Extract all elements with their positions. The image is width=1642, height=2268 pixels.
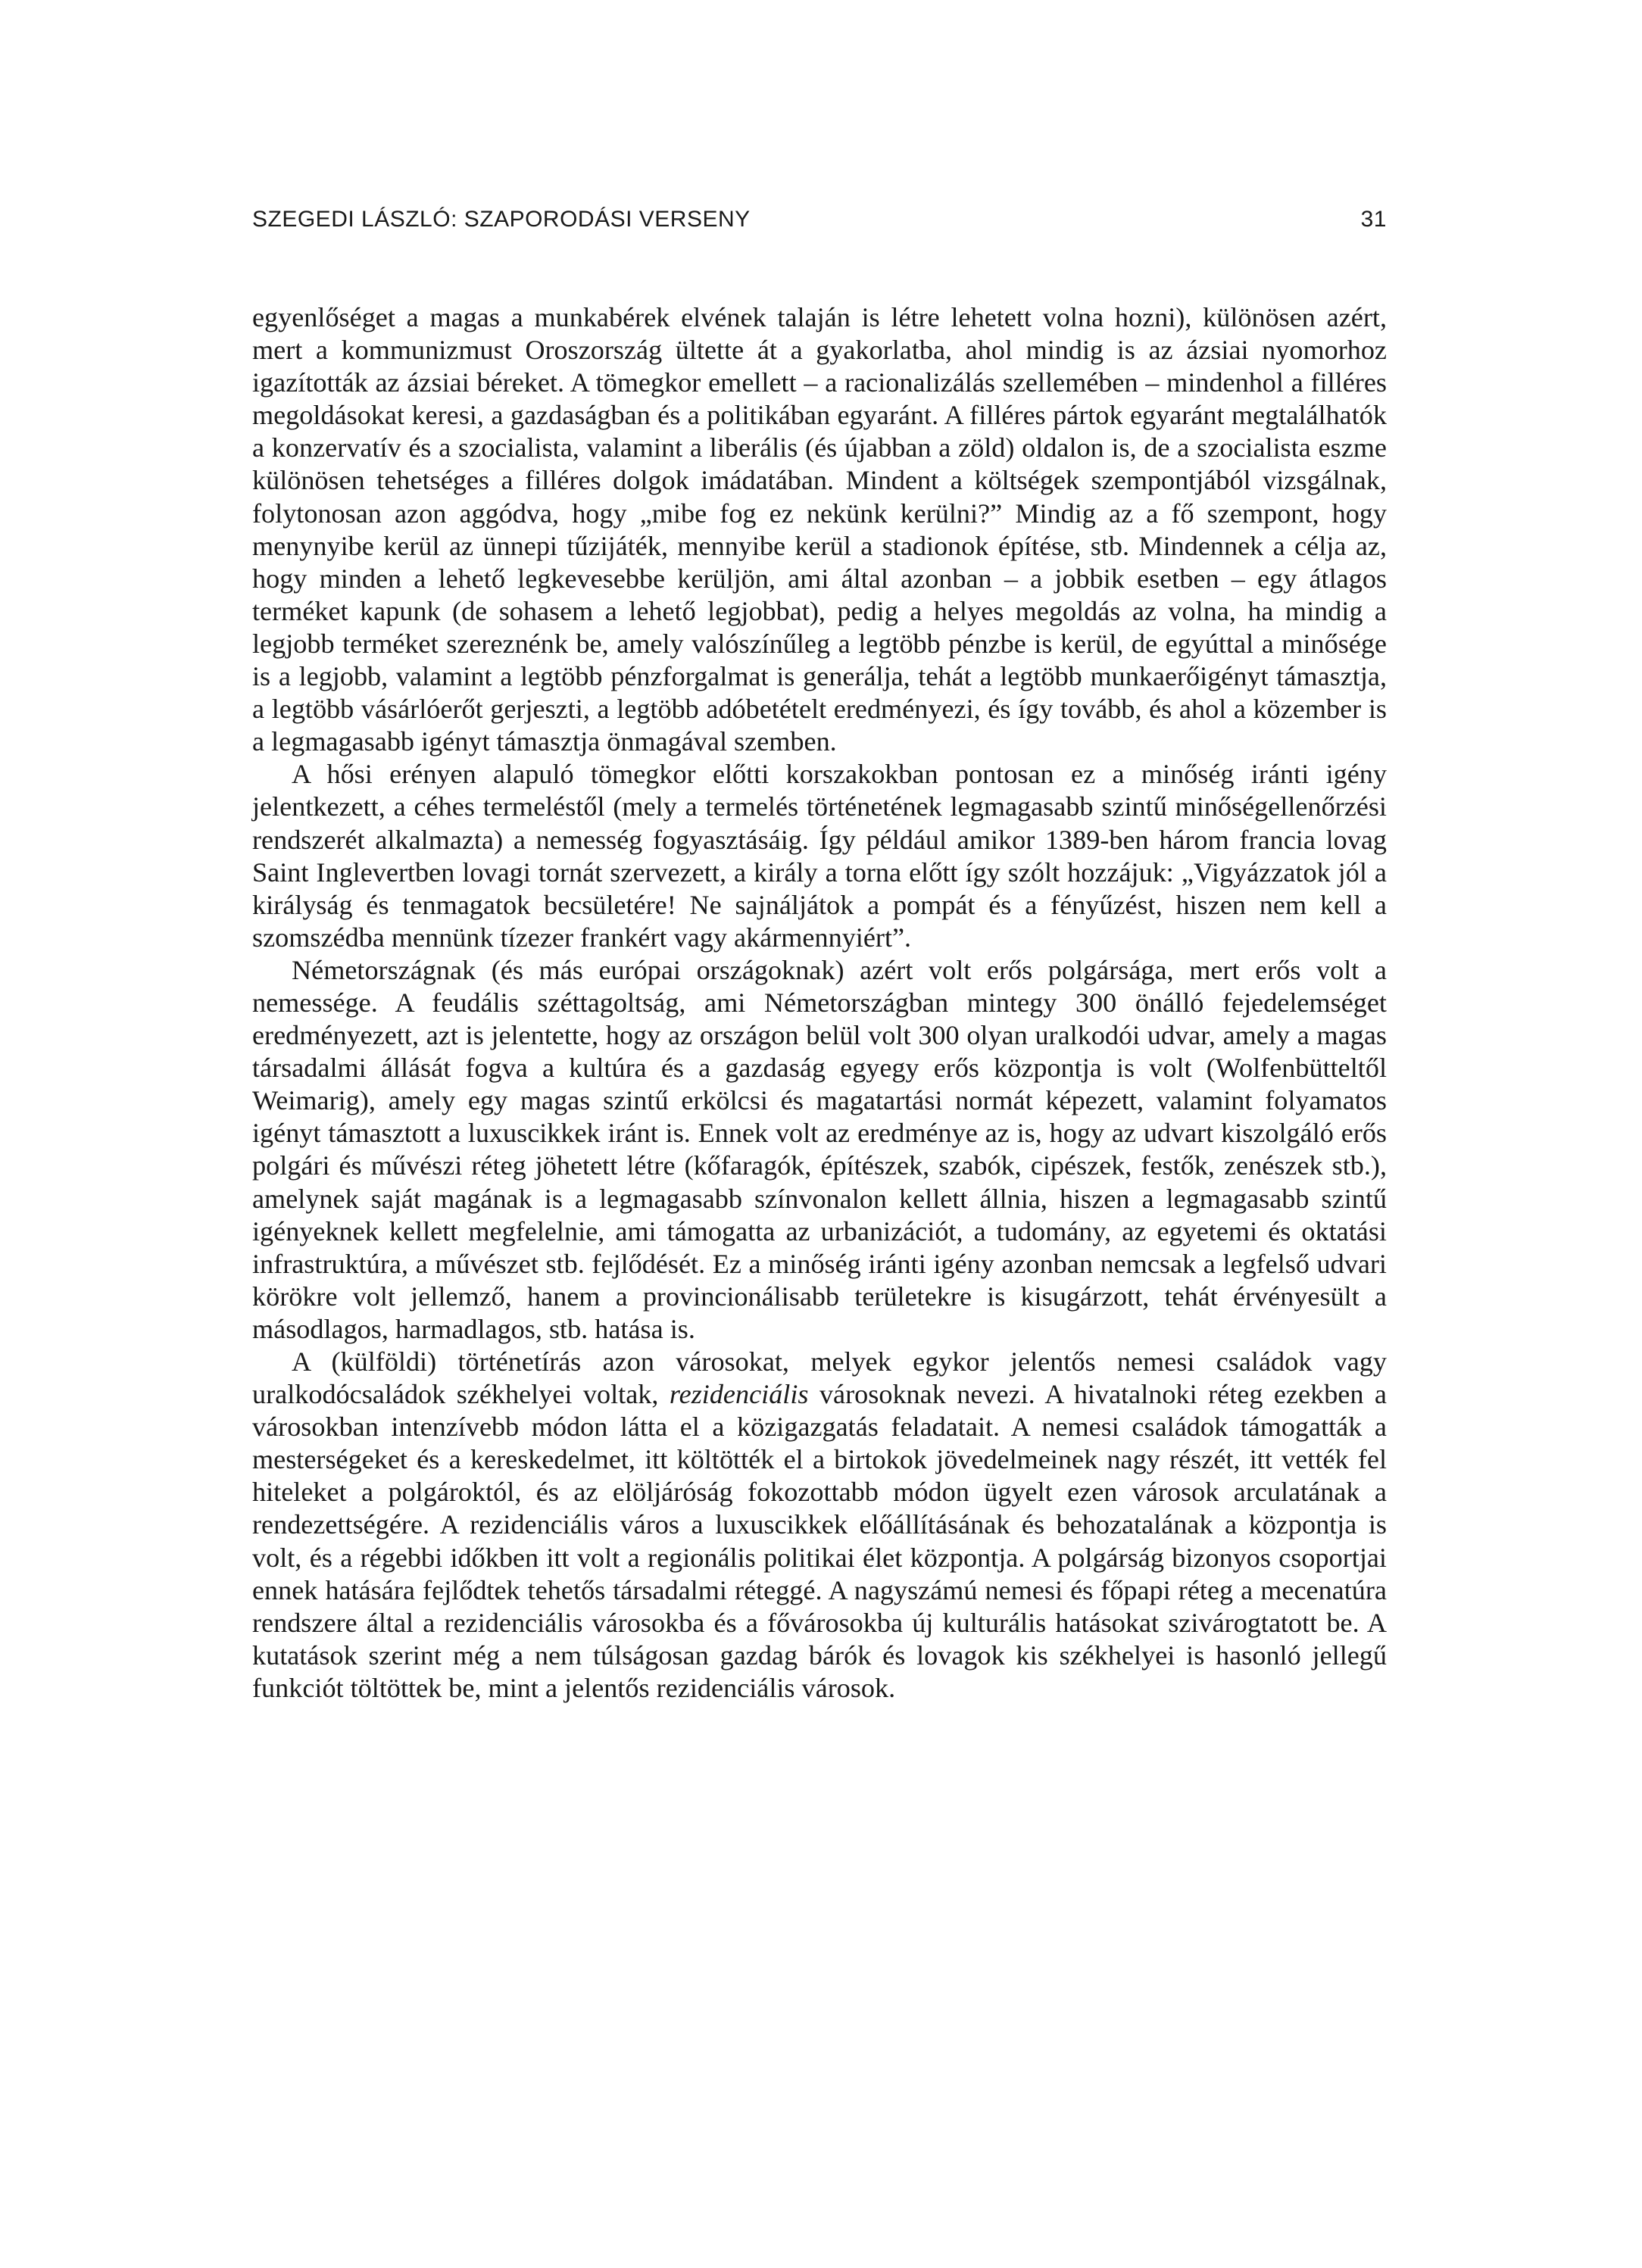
- running-title: SZEGEDI LÁSZLÓ: SZAPORODÁSI VERSENY: [252, 207, 751, 232]
- paragraph-4-text-after: városoknak nevezi. A hivatalnoki réteg ezekben a városokban intenzívebb módon látta el a közigazgatás feladatait. A nemesi családok támogatták a mesterségeket és a kereskedelmet, itt költötték el a birtokok jövedelmeinek nagy részét, itt vették fel hiteleket a polgároktól, és az elöljáróság fokozottabb módon ügyelt ezen városok arculatának a rendezettségére. A rezidenciális város a luxuscikkek előállításának és behozatalának a központja is volt, és a régebbi időkben itt volt a regionális politikai élet központja. A polgárság bizonyos csoportjai ennek hatására fejlődtek tehetős társadalmi réteggé. A nagyszámú nemesi és főpapi réteg a mecenatúra rendszere által a rezidenciális városokba és a fővárosokba új kulturális hatásokat szivárogtatott be. A kutatások szerint még a nem túlságosan gazdag bárók és lovagok kis székhelyei is hasonló jellegű funkciót töltöttek be, mint a jelentős rezidenciális városok.: [252, 1379, 1387, 1703]
- paragraph-2: A hősi erényen alapuló tömegkor előtti korszakokban pontosan ez a minőség iránti igény jelentkezett, a céhes termeléstől (mely a termelés történetének legmagasabb szintű minőségellenőrzési rendszerét alkalmazta) a nemesség fogyasztásáig. Így például amikor 1389-ben három francia lovag Saint Inglevertben lovagi tornát szervezett, a király a torna előtt így szólt hozzájuk: „Vigyázzatok jól a királyság és tenmagatok becsületére! Ne sajnáljátok a pompát és a fényűzést, hiszen nem kell a szomszédba mennünk tízezer frankért vagy akármennyiért”.: [252, 759, 1387, 953]
- page-number: 31: [1360, 207, 1387, 232]
- paragraph-3: Németországnak (és más európai országoknak) azért volt erős polgársága, mert erős volt a nemessége. A feudális széttagoltság, ami Németországban mintegy 300 önálló fejedelemséget eredményezett, azt is jelentette, hogy az országon belül volt 300 olyan uralkodói udvar, amely a magas társadalmi állását fogva a kultúra és a gazdaság egyegy erős központja is volt (Wolfenbütteltől Weimarig), amely egy magas szintű erkölcsi és magatartási normát képezett, valamint folyamatos igényt támasztott a luxuscikkek iránt is. Ennek volt az eredménye az is, hogy az udvart kiszolgáló erős polgári és művészi réteg jöhetett létre (kőfaragók, építészek, szabók, cipészek, festők, zenészek stb.), amelynek saját magának is a legmagasabb színvonalon kellett állnia, hiszen a legmagasabb szintű igényeknek kellett megfelelnie, ami támogatta az urbanizációt, a tudomány, az egyetemi és oktatási infrastruktúra, a művészet stb. fejlődését. Ez a minőség iránti igény azonban nemcsak a legfelső udvari körökre volt jellemző, hanem a provincionálisabb területekre is kisugárzott, tehát érvényesült a másodlagos, harmadlagos, stb. hatása is.: [252, 954, 1387, 1344]
- italic-term: rezidenciális: [669, 1379, 809, 1410]
- paragraph-4-text-before: A (külföldi) történetírás azon városokat, melyek egykor jelentős nemesi családok vagy uralkodócsaládok székhelyei voltak,: [252, 1346, 1387, 1410]
- body-text: [252, 301, 1387, 1705]
- paragraph-1: egyenlőséget a magas a munkabérek elvének talaján is létre lehetett volna hozni), különösen azért, mert a kommunizmust Oroszország ültette át a gyakorlatba, ahol mindig is az ázsiai nyomorhoz igazították az ázsiai béreket. A tömegkor emellett – a racionalizálás szellemében – mindenhol a filléres megoldásokat keresi, a gazdaságban és a politikában egyaránt. A filléres pártok egyaránt megtalálhatók a konzervatív és a szocialista, valamint a liberális (és újabban a zöld) oldalon is, de a szocialista eszme különösen tehetséges a filléres dolgok imádatában. Mindent a költségek szempontjából vizsgálnak, folytonosan azon aggódva, hogy „mibe fog ez nekünk kerülni?” Mindig az a fő szempont, hogy menynyibe kerül az ünnepi tűzijáték, mennyibe kerül a stadionok építése, stb. Mindennek a célja az, hogy minden a lehető legkevesebbe kerüljön, ami által azonban – a jobbik esetben – egy átlagos terméket kapunk (de sohasem a lehető legjobbat), pedig a helyes megoldás az volna, ha mindig a legjobb terméket szereznénk be, amely valószínűleg a legtöbb pénzbe is kerül, de egyúttal a minősége is a legjobb, valamint a legtöbb pénzforgalmat is generálja, tehát a legtöbb munkaerőigényt támasztja, a legtöbb vásárlóerőt gerjeszti, a legtöbb adóbetételt eredményezi, és így tovább, és ahol a közember is a legmagasabb igényt támasztja önmagával szemben.: [252, 302, 1387, 757]
- paragraph-4: [252, 1346, 1387, 1705]
